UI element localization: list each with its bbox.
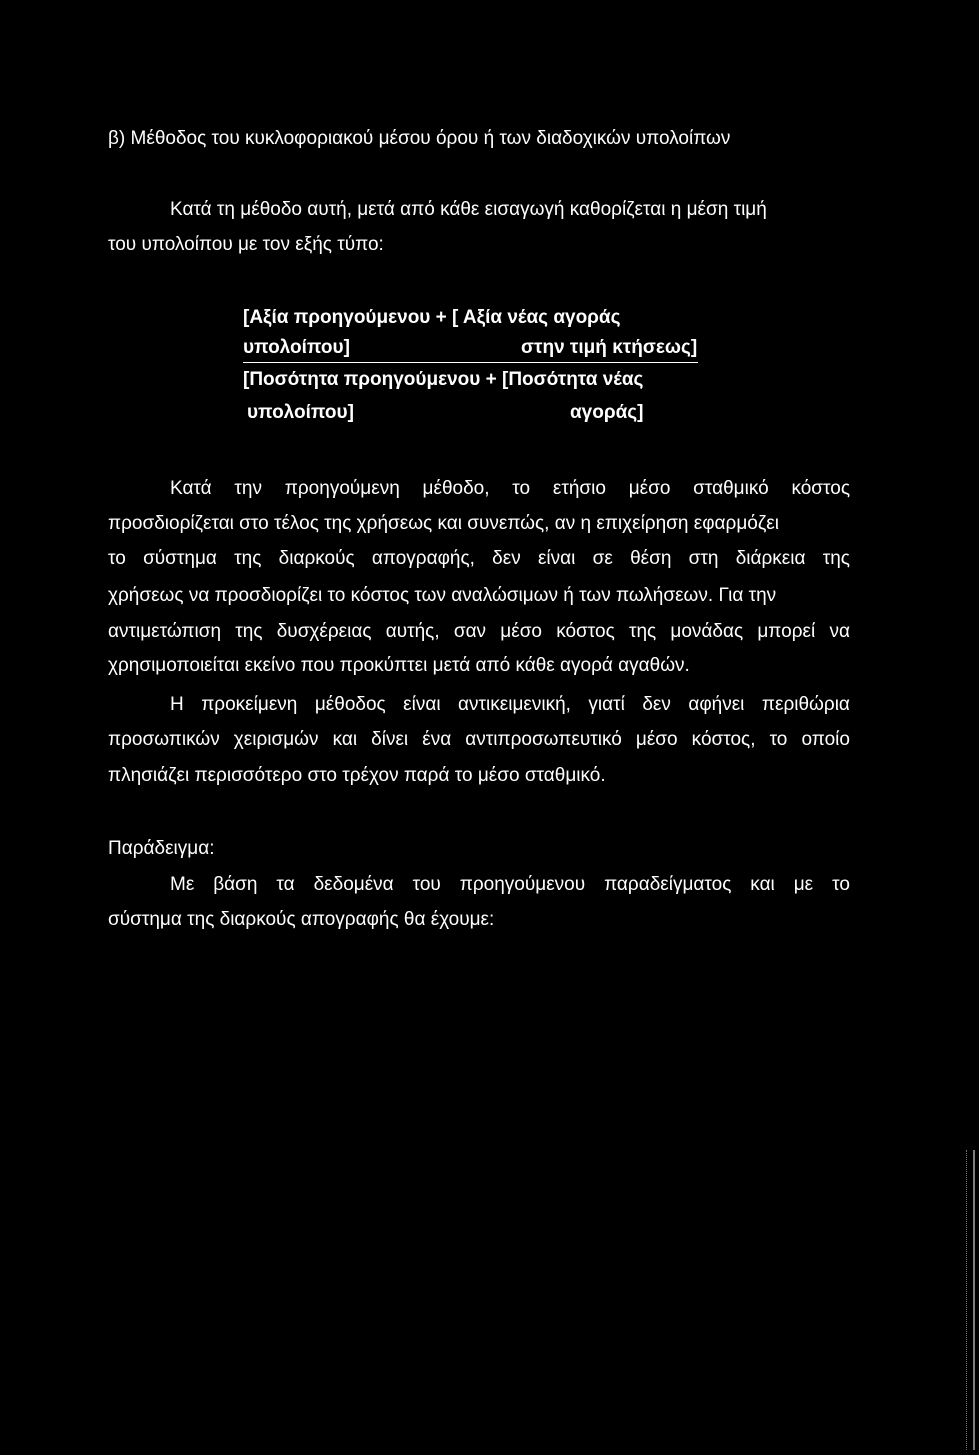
word: την bbox=[234, 478, 262, 499]
word: μέθοδος bbox=[314, 694, 386, 715]
formula-numerator-line-1: [Αξία προηγούμενου + [ Αξία νέας αγοράς bbox=[243, 307, 621, 328]
word: σαν bbox=[453, 621, 487, 642]
word: δεν bbox=[642, 694, 671, 715]
word: γιατί bbox=[588, 694, 625, 715]
word: θέση bbox=[630, 548, 672, 569]
word: αυτής, bbox=[385, 621, 440, 642]
word: Η bbox=[170, 694, 184, 715]
word: χειρισμών bbox=[233, 729, 319, 750]
word: δίνει bbox=[371, 729, 409, 750]
word: τα bbox=[276, 874, 295, 895]
paragraph-1-line-1 bbox=[170, 477, 850, 501]
word: αντικειμενική, bbox=[458, 694, 571, 715]
word: μπορεί bbox=[757, 621, 816, 642]
formula-numerator-line-2-right: στην τιμή κτήσεως] bbox=[521, 337, 698, 358]
word: προκείμενη bbox=[201, 694, 298, 715]
word: μέσο bbox=[628, 478, 671, 499]
word: του bbox=[412, 874, 441, 895]
word: παραδείγματος bbox=[604, 874, 732, 895]
word: μέσο bbox=[500, 621, 542, 642]
formula-numerator-line-2-left: υπολοίπου] bbox=[243, 337, 350, 358]
example-heading: Παράδειγμα: bbox=[108, 838, 215, 859]
word: δεδομένα bbox=[313, 874, 394, 895]
paragraph-1-line-6: χρησιμοποιείται εκείνο που προκύπτει μετά από κάθε αγορά αγαθών. bbox=[108, 655, 690, 676]
formula-denominator-line-1: [Ποσότητα προηγούμενου + [Ποσότητα νέας bbox=[243, 369, 644, 390]
word: οποίο bbox=[801, 729, 850, 750]
word: και bbox=[750, 874, 775, 895]
paragraph-1-line-2: προσδιορίζεται στο τέλος της χρήσεως και συνεπώς, αν η επιχείρηση εφαρμόζει bbox=[108, 513, 779, 534]
word: προηγούμενου bbox=[459, 874, 586, 895]
word: απογραφής, bbox=[371, 548, 475, 569]
word: διαρκούς bbox=[278, 548, 355, 569]
word: αντιπροσωπευτικό bbox=[465, 729, 622, 750]
word: ετήσιο bbox=[552, 478, 606, 499]
word: με bbox=[793, 874, 814, 895]
formula-denominator-line-2-left: υπολοίπου] bbox=[247, 402, 354, 423]
example-line-1 bbox=[170, 873, 850, 897]
word: κόστος bbox=[556, 621, 615, 642]
paragraph-1-line-4: χρήσεως να προσδιορίζει το κόστος των αναλώσιμων ή των πωλήσεων. Για την bbox=[108, 585, 777, 606]
section-heading: β) Μέθοδος του κυκλοφοριακού μέσου όρου ή των διαδοχικών υπολοίπων bbox=[108, 128, 731, 149]
paragraph-2-line-2 bbox=[108, 728, 850, 752]
word: αφήνει bbox=[688, 694, 745, 715]
word: αντιμετώπιση bbox=[108, 621, 222, 642]
word: προσωπικών bbox=[108, 729, 220, 750]
intro-line-2: του υπολοίπου με τον εξής τύπο: bbox=[108, 234, 384, 255]
word: βάση bbox=[213, 874, 258, 895]
intro-line-1: Κατά τη μέθοδο αυτή, μετά από κάθε εισαγωγή καθορίζεται η μέση τιμή bbox=[170, 199, 767, 220]
word: το bbox=[769, 729, 788, 750]
word: δυσχέρειας bbox=[276, 621, 372, 642]
word: το bbox=[108, 548, 126, 569]
word: της bbox=[235, 621, 263, 642]
word: είναι bbox=[403, 694, 441, 715]
paragraph-1-line-5 bbox=[108, 620, 850, 644]
word: σε bbox=[592, 548, 613, 569]
word: προηγούμενη bbox=[284, 478, 400, 499]
word: στη bbox=[688, 548, 719, 569]
word: δεν bbox=[492, 548, 521, 569]
word: το bbox=[832, 874, 850, 895]
word: κόστος, bbox=[691, 729, 756, 750]
word: μέθοδο, bbox=[422, 478, 490, 499]
word: μέσο bbox=[635, 729, 678, 750]
word: να bbox=[829, 621, 850, 642]
word: Με bbox=[170, 874, 195, 895]
word: Κατά bbox=[170, 478, 212, 499]
word: μονάδας bbox=[670, 621, 744, 642]
paragraph-2-line-3: πλησιάζει περισσότερο στο τρέχον παρά το μέσο σταθμικό. bbox=[108, 765, 606, 786]
word: της bbox=[822, 548, 850, 569]
word: ένα bbox=[422, 729, 452, 750]
formula-denominator-line-2-right: αγοράς] bbox=[570, 402, 644, 423]
word: το bbox=[512, 478, 531, 499]
word: της bbox=[234, 548, 262, 569]
example-line-2: σύστημα της διαρκούς απογραφής θα έχουμε: bbox=[108, 909, 495, 930]
scan-edge-artifact bbox=[966, 1150, 975, 1450]
word: κόστος bbox=[791, 478, 850, 499]
word: περιθώρια bbox=[761, 694, 850, 715]
paragraph-2-line-1 bbox=[170, 693, 850, 717]
word: και bbox=[332, 729, 358, 750]
word: σταθμικό bbox=[693, 478, 769, 499]
fraction-bar bbox=[243, 362, 698, 363]
word: σύστημα bbox=[143, 548, 217, 569]
word: της bbox=[628, 621, 657, 642]
word: διάρκεια bbox=[735, 548, 806, 569]
word: είναι bbox=[537, 548, 576, 569]
paragraph-1-line-3 bbox=[108, 547, 850, 571]
